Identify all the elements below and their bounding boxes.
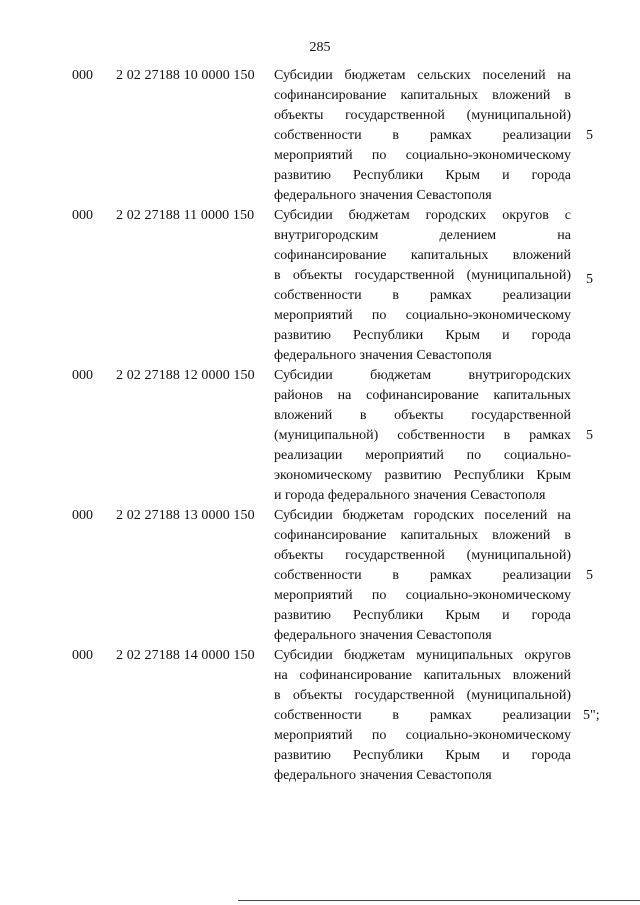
admin-code: 000	[72, 368, 93, 383]
description-line: софинансирование капитальных вложений	[274, 248, 571, 263]
description-line: реализации мероприятий по социально-	[274, 448, 571, 463]
admin-code: 000	[72, 208, 93, 223]
description-line: собственности в рамках реализации	[274, 708, 571, 723]
description-line: мероприятий по социально-экономическому	[274, 588, 571, 603]
row-description	[274, 206, 571, 366]
description-line: федерального значения Севастополя	[274, 348, 492, 363]
description-line: объекты государственной (муниципальной)	[274, 108, 571, 123]
description-line: экономическому развитию Республики Крым	[274, 468, 571, 483]
budget-classification-code: 2 02 27188 14 0000 150	[116, 648, 255, 663]
amount-value: 5	[586, 568, 593, 583]
admin-code: 000	[72, 68, 93, 83]
description-line: мероприятий по социально-экономическому	[274, 148, 571, 163]
description-line: мероприятий по социально-экономическому	[274, 308, 571, 323]
row-description	[274, 66, 571, 206]
amount-value: 5	[586, 128, 593, 143]
description-line: развитию Республики Крым и города	[274, 748, 571, 763]
admin-code: 000	[72, 648, 93, 663]
description-line: собственности в рамках реализации	[274, 568, 571, 583]
description-line: Субсидии бюджетам городских поселений на	[274, 508, 571, 523]
row-description	[274, 506, 571, 646]
amount-value: 5";	[583, 708, 600, 723]
description-line: и города федерального значения Севастополя	[274, 488, 546, 503]
amount-value: 5	[586, 272, 593, 287]
table-row	[0, 506, 640, 646]
description-line: (муниципальной) собственности в рамках	[274, 428, 571, 443]
description-line: софинансирование капитальных вложений в	[274, 528, 571, 543]
description-line: федерального значения Севастополя	[274, 768, 492, 783]
description-line: собственности в рамках реализации	[274, 128, 571, 143]
budget-classification-code: 2 02 27188 13 0000 150	[116, 508, 255, 523]
description-line: Субсидии бюджетам городских округов с	[274, 208, 571, 223]
description-line: федерального значения Севастополя	[274, 628, 492, 643]
table-row	[0, 66, 640, 206]
description-line: федерального значения Севастополя	[274, 188, 492, 203]
description-line: собственности в рамках реализации	[274, 288, 571, 303]
description-line: вложений в объекты государственной	[274, 408, 571, 423]
description-line: развитию Республики Крым и города	[274, 168, 571, 183]
budget-classification-code: 2 02 27188 11 0000 150	[116, 208, 255, 223]
admin-code: 000	[72, 508, 93, 523]
description-line: объекты государственной (муниципальной)	[274, 548, 571, 563]
scan-edge-line	[238, 900, 640, 901]
budget-classification-code: 2 02 27188 10 0000 150	[116, 68, 255, 83]
description-line: районов на софинансирование капитальных	[274, 388, 571, 403]
description-line: на софинансирование капитальных вложений	[274, 668, 571, 683]
row-description	[274, 646, 571, 786]
description-line: Субсидии бюджетам муниципальных округов	[274, 648, 571, 663]
description-line: софинансирование капитальных вложений в	[274, 88, 571, 103]
description-line: внутригородским делением на	[274, 228, 571, 243]
budget-table	[0, 66, 640, 786]
page-number: 285	[309, 40, 331, 55]
description-line: развитию Республики Крым и города	[274, 328, 571, 343]
table-row	[0, 646, 640, 786]
description-line: Субсидии бюджетам внутригородских	[274, 368, 571, 383]
description-line: Субсидии бюджетам сельских поселений на	[274, 68, 571, 83]
amount-value: 5	[586, 428, 593, 443]
table-row	[0, 206, 640, 366]
budget-classification-code: 2 02 27188 12 0000 150	[116, 368, 255, 383]
row-description	[274, 366, 571, 506]
description-line: развитию Республики Крым и города	[274, 608, 571, 623]
description-line: в объекты государственной (муниципальной)	[274, 688, 571, 703]
table-row	[0, 366, 640, 506]
description-line: в объекты государственной (муниципальной)	[274, 268, 571, 283]
description-line: мероприятий по социально-экономическому	[274, 728, 571, 743]
